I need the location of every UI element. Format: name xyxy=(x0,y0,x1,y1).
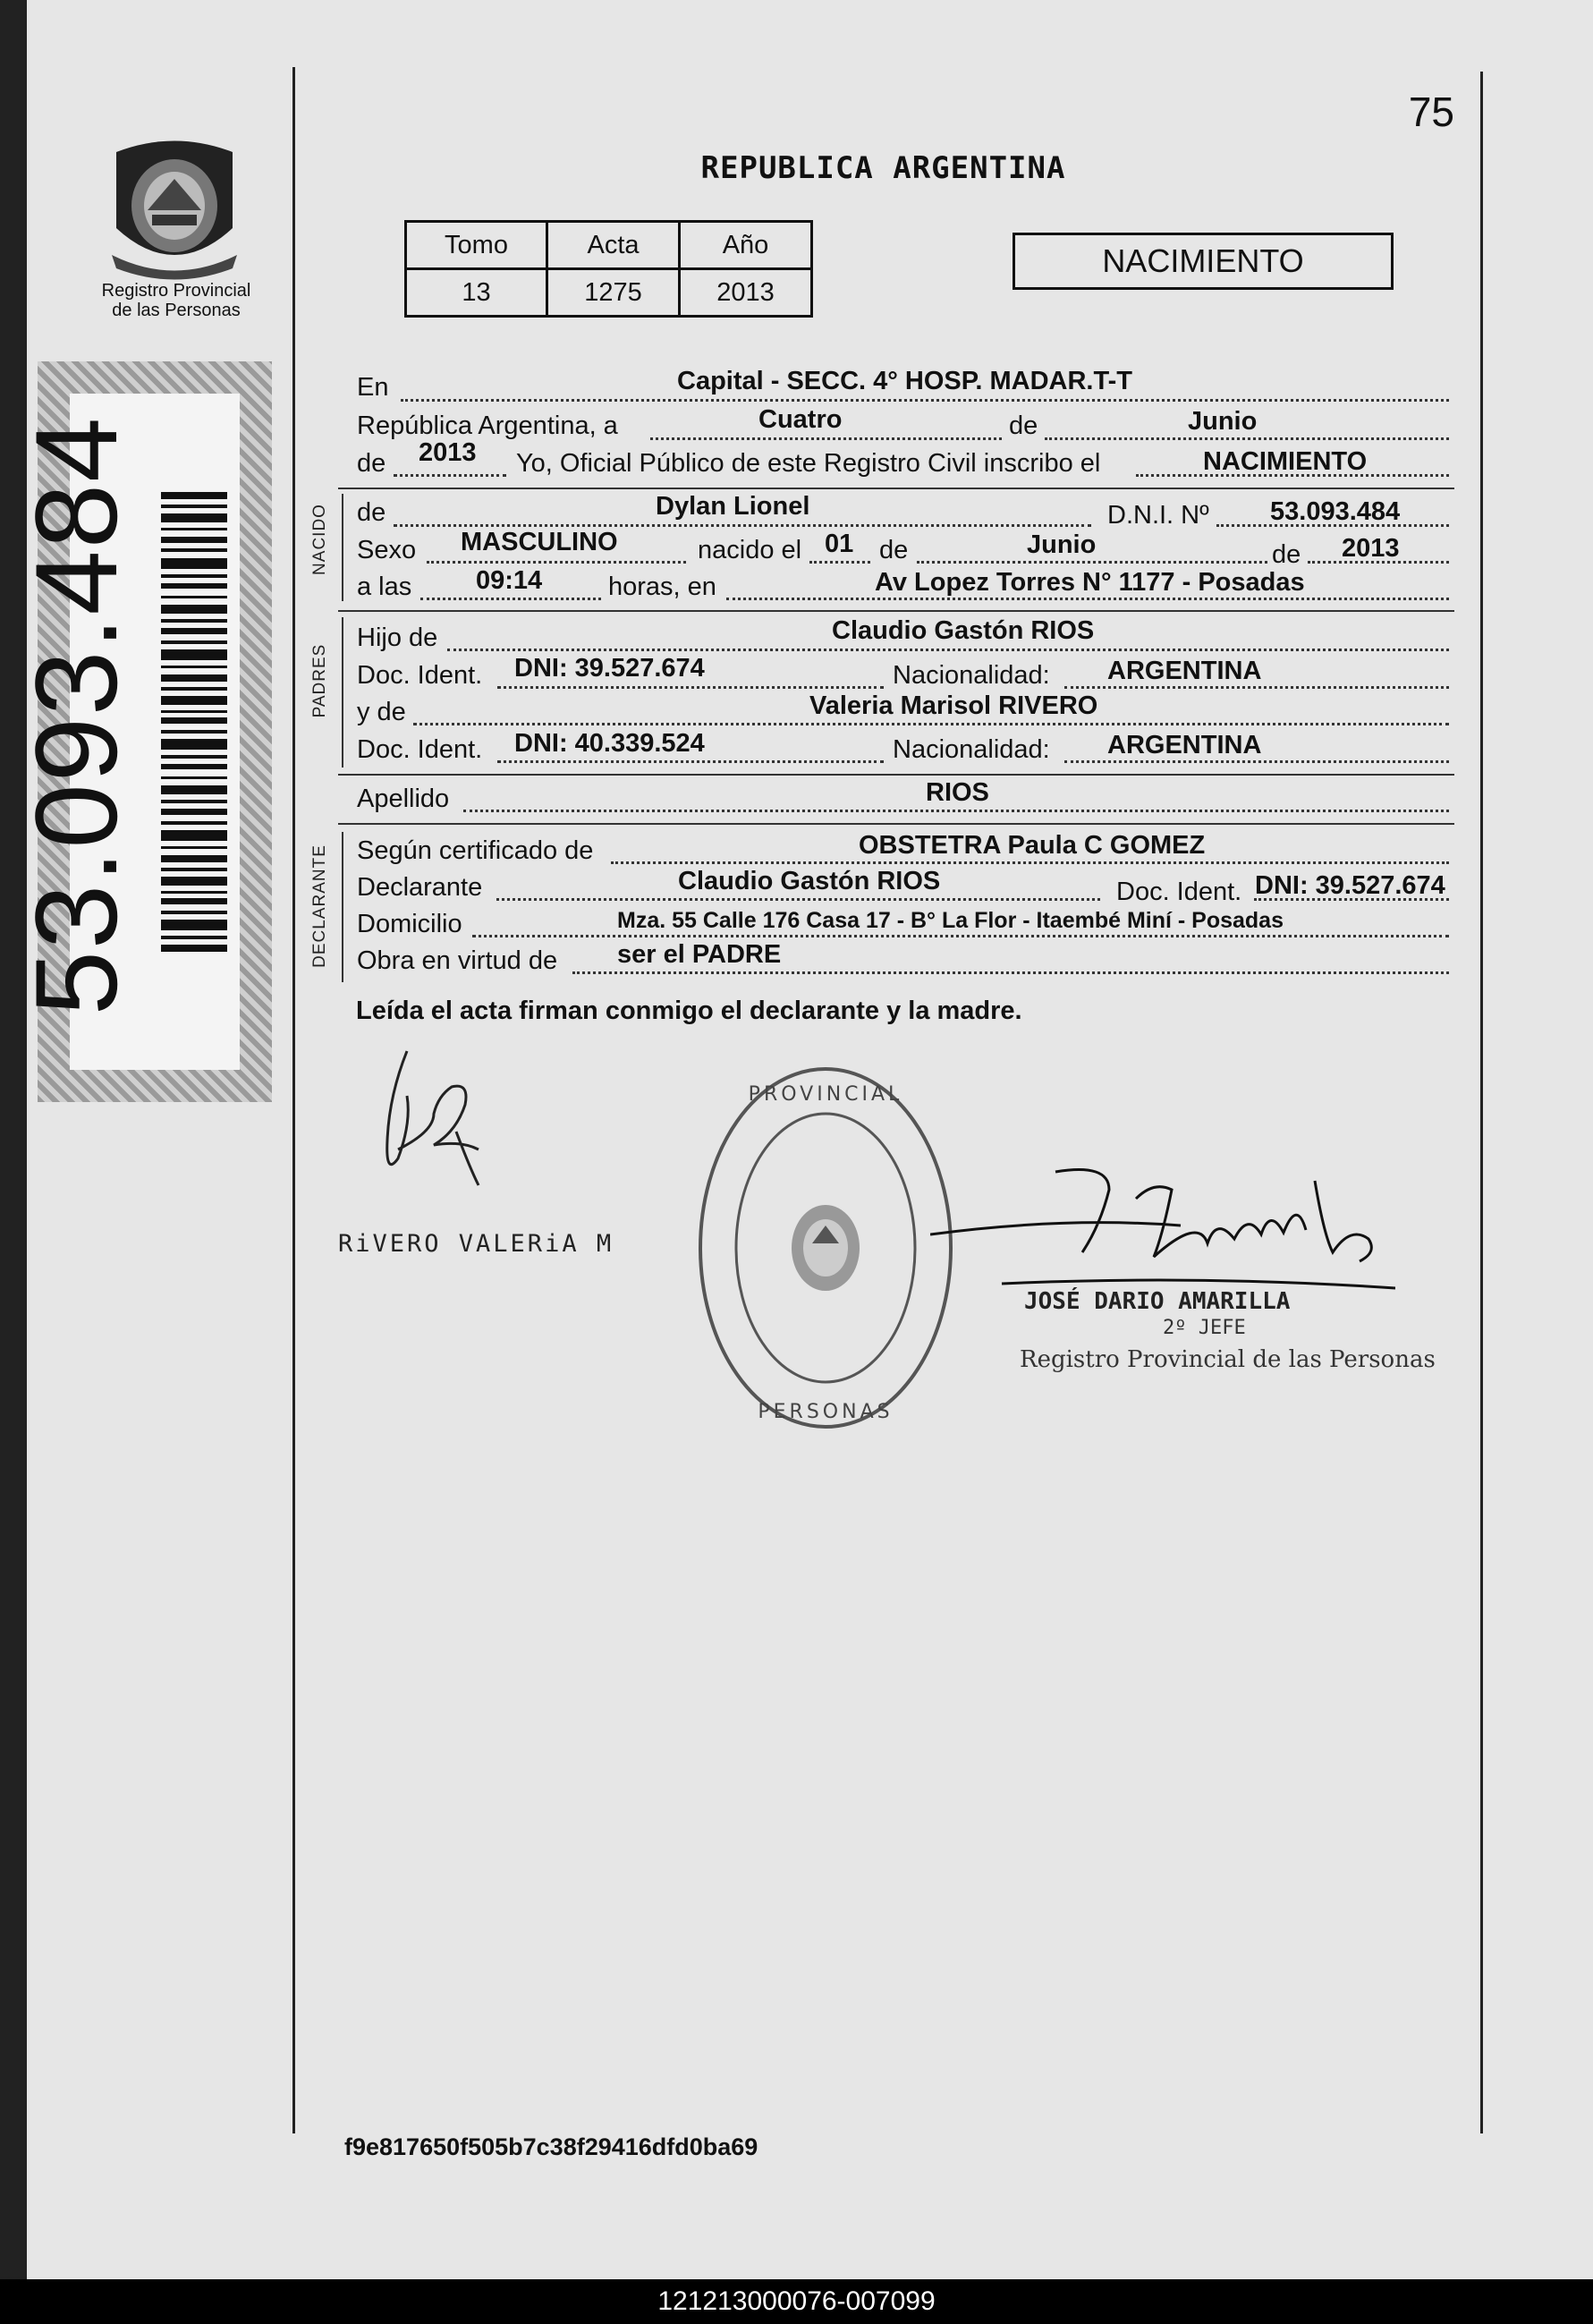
header-tomo: Tomo xyxy=(406,222,547,269)
birth-address: Av Lopez Torres N° 1177 - Posadas xyxy=(875,568,1305,597)
birth-day: 01 xyxy=(825,530,854,558)
year-value: 2013 xyxy=(419,438,477,467)
dni-label: D.N.I. Nº xyxy=(1107,501,1209,530)
divider xyxy=(338,823,1454,825)
surname-value: RIOS xyxy=(926,778,989,807)
registry-table xyxy=(404,220,813,318)
dotted-line xyxy=(413,723,1449,725)
value-ano: 2013 xyxy=(680,269,812,317)
official-name: JOSÉ DARIO AMARILLA xyxy=(1024,1288,1291,1315)
divider xyxy=(338,488,1454,489)
closing-statement: Leída el acta firman conmigo el declarante y la madre. xyxy=(356,997,1022,1025)
barcode xyxy=(161,492,227,957)
document-hash: f9e817650f505b7c38f29416dfd0ba69 xyxy=(344,2133,758,2160)
republica-label: República Argentina, a xyxy=(357,411,618,440)
dotted-line xyxy=(427,561,686,564)
declarant-name: Claudio Gastón RIOS xyxy=(678,867,941,895)
dotted-line xyxy=(401,399,1449,402)
doc-label-father: Doc. Ident. xyxy=(357,661,483,690)
dotted-line xyxy=(650,437,1002,440)
header-acta: Acta xyxy=(547,222,680,269)
mother-doc: DNI: 40.339.524 xyxy=(514,729,705,758)
child-name: Dylan Lionel xyxy=(656,492,810,521)
hijo-label: Hijo de xyxy=(357,623,438,652)
certificate-value: OBSTETRA Paula C GOMEZ xyxy=(859,831,1206,860)
nac-label-mother: Nacionalidad: xyxy=(893,735,1050,764)
dotted-line xyxy=(472,935,1449,937)
en-label: En xyxy=(357,373,389,402)
de-label-1: de xyxy=(1009,411,1038,440)
dotted-line xyxy=(917,561,1267,564)
dotted-line xyxy=(497,760,884,763)
horas-label: horas, en xyxy=(608,573,716,601)
nac-label-father: Nacionalidad: xyxy=(893,661,1050,690)
dotted-line xyxy=(496,898,1100,901)
divider xyxy=(338,774,1454,776)
section-bracket xyxy=(342,617,343,768)
basis-value: ser el PADRE xyxy=(617,940,782,969)
section-bracket xyxy=(342,832,343,982)
de-label-b1: de xyxy=(879,536,909,564)
doc-label-mother: Doc. Ident. xyxy=(357,735,483,764)
page-number: 75 xyxy=(1408,89,1454,135)
domicilio-label: Domicilio xyxy=(357,910,462,938)
logo-caption-line1: Registro Provincial xyxy=(101,281,251,301)
oficial-text: Yo, Oficial Público de este Registro Civil inscribo el xyxy=(516,449,1101,478)
svg-text:PERSONAS: PERSONAS xyxy=(758,1401,894,1423)
scan-id: 121213000076-007099 xyxy=(657,2286,936,2316)
domicile-value: Mza. 55 Calle 176 Casa 17 - B° La Flor - Itaembé Miní - Posadas xyxy=(617,908,1284,933)
divider xyxy=(338,610,1454,612)
obra-label: Obra en virtud de xyxy=(357,946,558,975)
doc-label-declarant: Doc. Ident. xyxy=(1116,878,1242,906)
dotted-line xyxy=(447,649,1449,651)
yde-label: y de xyxy=(357,698,406,726)
section-label-nacido: NACIDO xyxy=(310,504,329,575)
dotted-line xyxy=(394,474,506,477)
value-acta: 1275 xyxy=(547,269,680,317)
place-value: Capital - SECC. 4° HOSP. MADAR.T-T xyxy=(677,367,1132,395)
sexo-label: Sexo xyxy=(357,536,417,564)
de-label-b2: de xyxy=(1272,540,1301,569)
logo-caption-line2: de las Personas xyxy=(112,301,241,320)
alas-label: a las xyxy=(357,573,412,601)
value-tomo: 13 xyxy=(406,269,547,317)
dotted-line xyxy=(1045,437,1449,440)
binding-edge xyxy=(0,0,27,2279)
section-label-padres: PADRES xyxy=(310,643,329,718)
document-title: REPUBLICA ARGENTINA xyxy=(700,150,1066,186)
mother-signature xyxy=(371,1042,505,1199)
de-label: de xyxy=(357,498,386,527)
dotted-line xyxy=(1064,686,1449,689)
mother-nationality: ARGENTINA xyxy=(1107,731,1262,759)
month-value: Junio xyxy=(1188,407,1258,436)
mother-name: Valeria Marisol RIVERO xyxy=(809,691,1098,720)
official-role: 2º JEFE xyxy=(1163,1317,1246,1339)
day-word: Cuatro xyxy=(758,405,843,434)
birth-time: 09:14 xyxy=(476,566,543,595)
official-signature xyxy=(930,1127,1395,1306)
dotted-line xyxy=(809,561,870,564)
scan-id-band xyxy=(0,2279,1593,2324)
cert-label: Según certificado de xyxy=(357,836,594,865)
dotted-line xyxy=(572,971,1449,974)
header-ano: Año xyxy=(680,222,812,269)
father-name: Claudio Gastón RIOS xyxy=(832,616,1095,645)
sexo-value: MASCULINO xyxy=(461,528,618,556)
declarante-label: Declarante xyxy=(357,873,483,902)
declarant-doc: DNI: 39.527.674 xyxy=(1255,871,1445,900)
dotted-line xyxy=(611,861,1449,864)
father-doc: DNI: 39.527.674 xyxy=(514,654,705,683)
birth-month: Junio xyxy=(1027,530,1097,559)
side-dni-number: 53.093.484 xyxy=(11,415,141,1016)
father-nationality: ARGENTINA xyxy=(1107,657,1262,685)
act-word: NACIMIENTO xyxy=(1203,447,1368,476)
mother-handwritten-name: RiVERO VALERiA M xyxy=(338,1230,614,1258)
dotted-line xyxy=(420,598,601,600)
section-label-declarante: DECLARANTE xyxy=(310,844,329,968)
nacido-label: nacido el xyxy=(698,536,802,564)
registry-logo-caption xyxy=(82,281,270,320)
act-type-box: NACIMIENTO xyxy=(1013,233,1394,290)
birth-year: 2013 xyxy=(1342,534,1400,563)
dotted-line xyxy=(463,810,1449,812)
official-organization: Registro Provincial de las Personas xyxy=(1020,1346,1436,1373)
apellido-label: Apellido xyxy=(357,785,450,813)
left-margin-rule xyxy=(292,67,295,2133)
dotted-line xyxy=(497,686,884,689)
child-dni: 53.093.484 xyxy=(1270,497,1401,526)
right-margin-rule xyxy=(1480,72,1483,2133)
de-label-2: de xyxy=(357,449,386,478)
official-stamp xyxy=(696,1064,955,1431)
coat-of-arms-logo xyxy=(107,130,241,282)
dotted-line xyxy=(1064,760,1449,763)
svg-text:PROVINCIAL: PROVINCIAL xyxy=(748,1083,903,1106)
dotted-line xyxy=(726,598,1449,600)
dotted-line xyxy=(394,524,1091,527)
section-bracket xyxy=(342,494,343,601)
